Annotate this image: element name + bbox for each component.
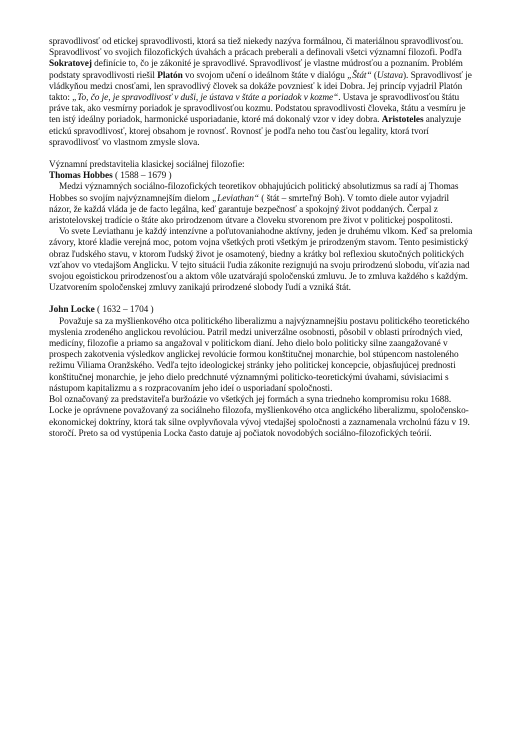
name-sokrates: Sokratovej xyxy=(49,59,92,70)
representatives-heading: Významní predstavitelia klasickej sociálnej filozofie: xyxy=(49,160,245,171)
work-ustava: Ustava xyxy=(376,70,403,81)
paragraph-locke-liberalism: Považuje sa za myšlienkového otca politického liberalizmu a najvýznamnejšiu postavu politického teoretického myslenia zrodeného anglickou revolúciou. Patril medzi univerzálne osobnosti, pôsobil v oblasti prírodných vied, medicíny, filozofie a priamo sa angažoval v politickom dianí. Jeho dielo bolo politicky silne zaangažované v prospech zakotvenia výsledkov anglickej revolúcie formou konštitučnej monarchie, bol stúpencom nastoleného režimu Viliama Oranžského. Vedľa tejto ideologickej stránky jeho politickej koncepcie, objasňujúcej prednosti konštitučnej monarchie, je jeho dielo predchnuté významnými politicko-teoretickými úvahami, súvisiacimi s nástupom kapitalizmu a s rozpracovaním jeho ideí o usporiadaní spoločnosti. xyxy=(49,316,470,394)
hobbes-name: Thomas Hobbes xyxy=(49,171,113,182)
paragraph-hobbes-leviathan: Medzi významných sociálno-filozofických teoretikov obhajujúcich politický absolutizmus sa radí aj Thomas Hobbes so svojím najvýznamnejším dielom „Leviathan“ ( štát – smrteľný Boh). V tomto diele autor vyjadril názor, že každá vláda je de facto legálna, keď garantuje bezpečnosť a spokojný život poddaných. Čerpal z aristotelovskej tradície o štáte ako prirodzenom útvare a človeku stvorenom pre život v politickej pospolitosti. xyxy=(49,182,459,227)
name-platon: Platón xyxy=(157,70,183,81)
locke-name: John Locke xyxy=(49,305,95,316)
document-page xyxy=(49,37,473,440)
hobbes-dates: ( 1588 – 1679 ) xyxy=(112,171,172,182)
paragraph-intro-continuation: spravodlivosť od etickej spravodlivosti, ktorá sa tiež niekedy nazýva formálnou, či materiálnou spravodlivosťou. xyxy=(49,37,464,47)
work-stat: „Štát“ xyxy=(347,70,372,81)
hobbes-heading xyxy=(49,171,473,182)
locke-dates: ( 1632 – 1704 ) xyxy=(94,305,154,316)
locke-heading xyxy=(49,305,473,316)
paragraph-locke-bourgeoisie: Bol označovaný za predstaviteľa buržoázie vo všetkých jej formách a syna triedneho kompromisu roku 1688. Locke je oprávnene považovaný za sociálneho filozofa, myšlienkového otca anglického liberalizmu, spoločensko-ekonomickej doktríny, ktorá tak silne ovplyvňovala vývoj vtedajšej spoločnosti a zaznamenala vrcholnú fázu v 19. storočí. Preto sa od vystúpenia Locka často datuje aj počiatok novodobých sociálno-filozofických teórií. xyxy=(49,395,470,439)
work-leviathan: „Leviathan“ xyxy=(212,193,259,204)
quote-platon: „To, čo je, je spravodlivosť v duši, je ústava v štáte a poriadok v kozme“ xyxy=(72,93,339,104)
paragraph-hobbes-state-of-nature: Vo svete Leviathanu je každý intenzívne a poľutovaniahodne aktívny, jeden je druhému vlkom. Keď sa prelomia závory, ktoré kladie verejná moc, potom vojna všetkých proti všetkým je prirodzeným stavom. Tento pesimistický obraz ľudského stavu, v ktorom ľudský život je osamotený, biedny a krátky bol reflexiou skutočných politických vzťahov vo vtedajšom Anglicku. V tejto situácii ľudia zákonite rezignujú na svoju prirodzenú slobodu, víťazia nad svojou egoistickou prirodzenosťou a aktom vôle uzatvárajú spoločenskú zmluvu. Je to zmluva každého s každým. Uzatvorením spoločenskej zmluvy zanikajú prirodzené slobody ľudí a vzniká štát. xyxy=(49,227,473,294)
name-aristoteles: Aristoteles xyxy=(381,115,424,126)
paragraph-justice-philosophers: Spravodlivosť vo svojich filozofických úvahách a prácach preberali a definovali všetci významní filozofi. Podľa Sokratovej definície to, čo je zákonité je spravodlivé. Spravodlivosť je vlastne múdrosťou a poznaním. Problém podstaty spravodlivosti riešil Platón vo svojom učení o ideálnom štáte v dialógu „Štát“ (Ustava). Spravodlivosť je vládkyňou medzi cnosťami, len spravodlivý človek sa dokáže povzniesť k idei Dobra. Jej princíp vyjadril Platón takto: „To, čo je, je spravodlivosť v duši, je ústava v štáte a poriadok v kozme“. Ustava je spravodlivosťou štátu práve tak, ako vesmírny poriadok je spravodlivosťou kozmu. Podstatou spravodlivosti človeka, štátu a vesmíru je ten istý ideálny poriadok, harmonické usporiadanie, ktoré má dokonalý vzor v idey dobra. Aristoteles analyzuje etickú spravodlivosť, ktorej obsahom je rovnosť. Rovnosť je podľa neho tou časťou legality, ktorá tvorí spravodlivosť vo vlastnom zmysle slova. xyxy=(49,48,472,148)
